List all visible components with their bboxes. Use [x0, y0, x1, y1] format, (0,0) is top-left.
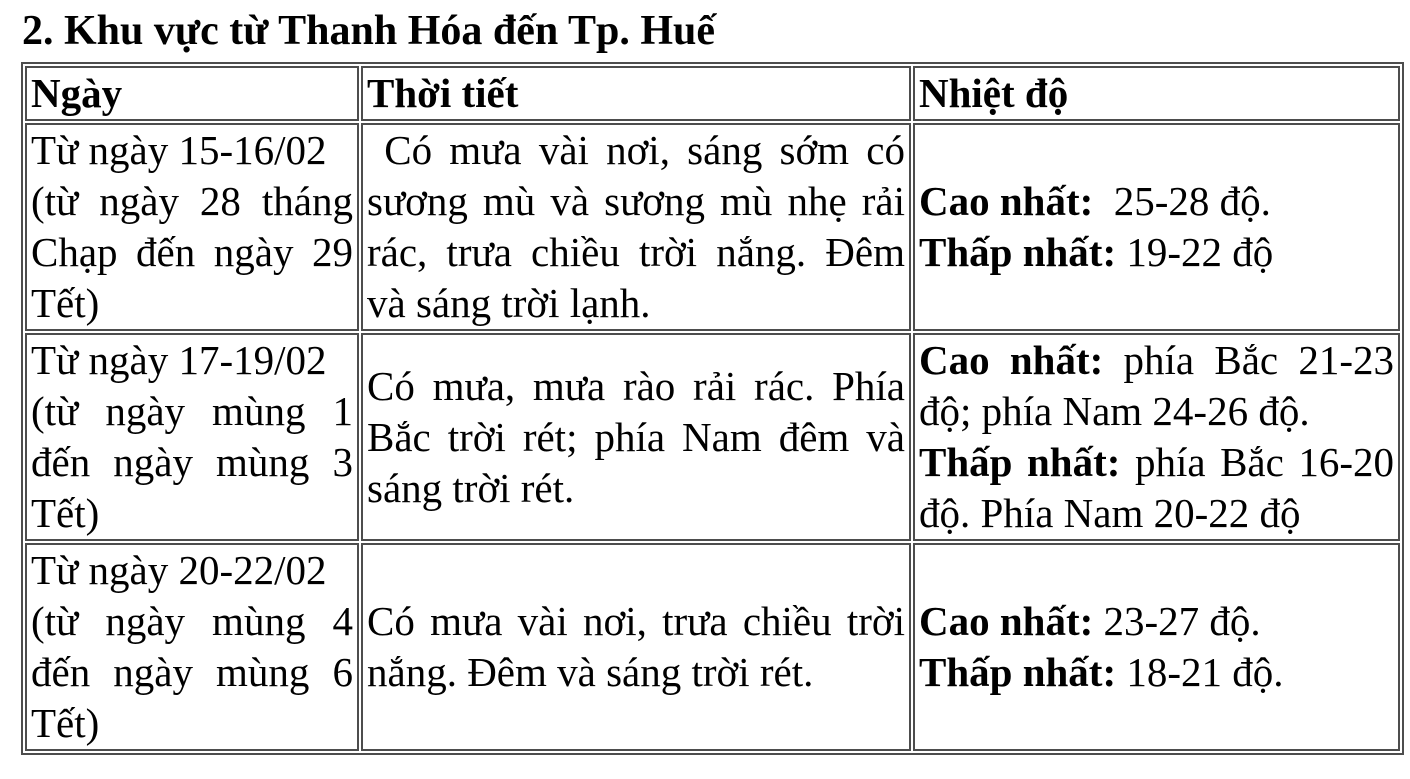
forecast-table [21, 62, 1404, 755]
lunar-date-note: (từ ngày mùng 1 đến ngày mùng 3 Tết) [31, 388, 353, 537]
low-value: phía Bắc 16-20 độ. Phía Nam 20-22 độ [919, 439, 1394, 537]
low-value: 19-22 độ [1116, 229, 1274, 276]
temperature-low [919, 437, 1394, 539]
column-header-temperature: Nhiệt độ [913, 66, 1400, 121]
weather-cell [361, 543, 911, 751]
temperature-cell [913, 123, 1400, 331]
high-label: Cao nhất: [919, 598, 1094, 645]
date-range: Từ ngày 17-19/02 [31, 337, 327, 384]
temperature-high [919, 596, 1394, 647]
low-label: Thấp nhất: [919, 649, 1117, 696]
column-header-date: Ngày [25, 66, 359, 121]
date-range: Từ ngày 20-22/02 [31, 547, 327, 594]
high-value: 25-28 độ. [1093, 178, 1271, 225]
high-value: 23-27 độ. [1093, 598, 1261, 645]
date-cell [25, 123, 359, 331]
date-range: Từ ngày 15-16/02 [31, 127, 327, 174]
temperature-high [919, 335, 1394, 437]
lunar-date-note: (từ ngày mùng 4 đến ngày mùng 6 Tết) [31, 598, 353, 747]
temperature-cell [913, 333, 1400, 541]
weather-cell [361, 333, 911, 541]
header-row [25, 66, 1400, 121]
high-label: Cao nhất: [919, 178, 1094, 225]
table-row [25, 123, 1400, 331]
date-cell [25, 333, 359, 541]
weather-description: Có mưa vài nơi, sáng sớm có sương mù và sương mù nhẹ rải rác, trưa chiều trời nắng. Đêm và sáng trời lạnh. [367, 127, 905, 327]
date-cell [25, 543, 359, 751]
temperature-high [919, 176, 1394, 227]
weather-description: Có mưa, mưa rào rải rác. Phía Bắc trời rét; phía Nam đêm và sáng trời rét. [367, 362, 905, 511]
section-title: 2. Khu vực từ Thanh Hóa đến Tp. Huế [22, 8, 716, 54]
column-header-weather: Thời tiết [361, 66, 911, 121]
high-label: Cao nhất: [919, 337, 1104, 384]
temperature-low [919, 647, 1394, 698]
weather-description: Có mưa vài nơi, trưa chiều trời nắng. Đêm và sáng trời rét. [367, 598, 905, 696]
low-label: Thấp nhất: [919, 439, 1121, 486]
weather-cell [361, 123, 911, 331]
temperature-cell [913, 543, 1400, 751]
low-label: Thấp nhất: [919, 229, 1117, 276]
low-value: 18-21 độ. [1116, 649, 1284, 696]
table-row [25, 543, 1400, 751]
high-value: phía Bắc 21-23 độ; phía Nam 24-26 độ. [919, 337, 1395, 435]
lunar-date-note: (từ ngày 28 tháng Chạp đến ngày 29 Tết) [31, 178, 353, 327]
temperature-low [919, 227, 1394, 278]
table-row [25, 333, 1400, 541]
